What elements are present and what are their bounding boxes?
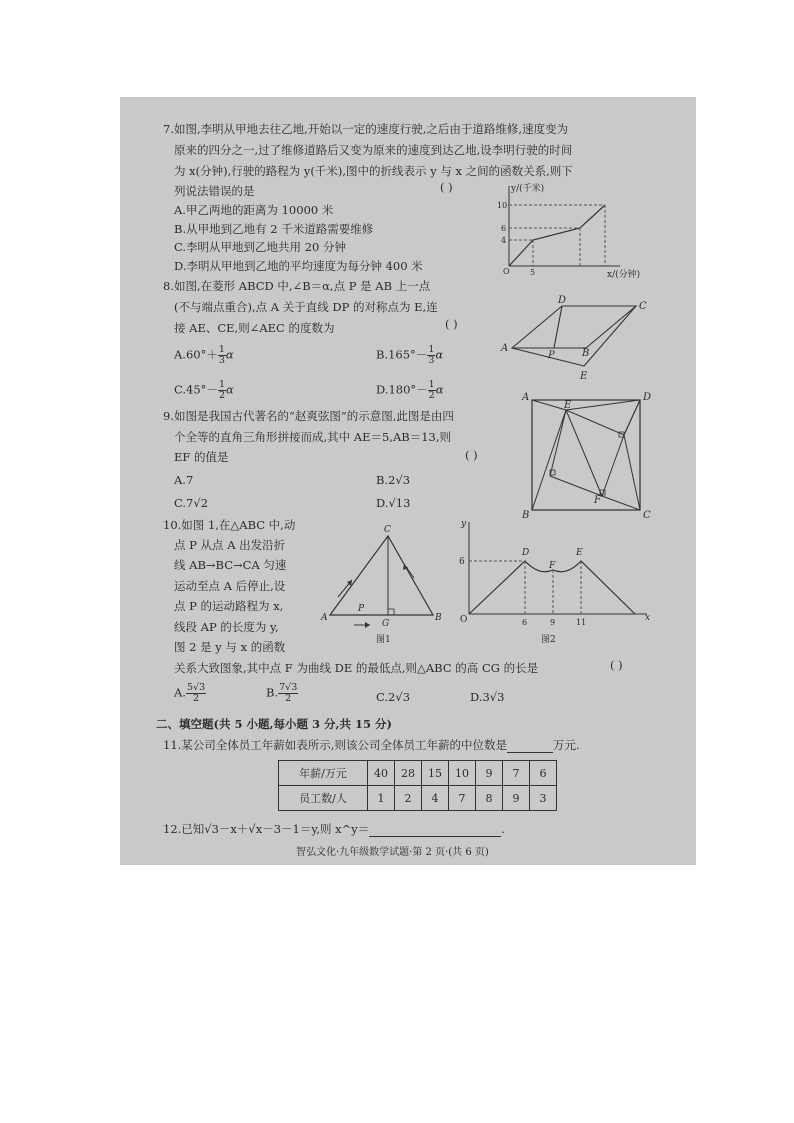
q7-option-b: B.从甲地到乙地有 2 千米道路需要维修	[174, 222, 374, 236]
table-row	[279, 786, 557, 811]
label-f: F	[549, 561, 556, 571]
q10-option-b: B. $\frac{7√3}{2}$	[266, 682, 298, 704]
figure-2-caption: 图2	[541, 635, 556, 645]
cell: 4	[422, 786, 449, 811]
line-f-up	[602, 435, 624, 496]
q7-answer-paren: ( )	[440, 180, 453, 194]
label-p: P	[358, 604, 365, 614]
line-f-c	[602, 496, 640, 510]
row1-header: 年薪/万元	[279, 761, 368, 786]
label-b: B	[582, 348, 590, 359]
tick-11-x: 11	[576, 618, 587, 627]
q12-answer-blank[interactable]	[369, 822, 501, 837]
q10-figure-2	[455, 514, 655, 647]
q9-option-b: B.2√3	[376, 473, 411, 487]
q8-rhombus-figure	[500, 293, 650, 388]
segment-ce	[584, 306, 636, 366]
hyp-ad-side	[566, 400, 640, 410]
label-e: E	[564, 400, 572, 411]
q10-line-5: 点 P 的运动路程为 x,	[174, 599, 284, 613]
q10-line-6: 线段 AP 的长度为 y,	[174, 620, 279, 634]
tick-9-x: 9	[550, 618, 556, 627]
cell: 6	[530, 761, 557, 786]
q8-line-1: 8.如图,在菱形 ABCD 中,∠B＝α,点 P 是 AB 上一点	[163, 279, 431, 293]
table-row	[279, 761, 557, 786]
q8-line-2: (不与端点重合),点 A 关于直线 DP 的对称点为 E,连	[174, 300, 438, 314]
label-e: E	[580, 371, 588, 382]
label-f: F	[594, 495, 601, 506]
tick-6: 6	[501, 224, 507, 233]
distance-polyline	[509, 205, 605, 266]
cell: 10	[449, 761, 476, 786]
q7-line-4: 列说法错误的是	[174, 184, 255, 198]
origin-label: O	[503, 267, 510, 276]
label-a: A	[321, 613, 328, 623]
cell: 7	[449, 786, 476, 811]
section-2-heading: 二、填空题(共 5 小题,每小题 3 分,共 15 分)	[156, 717, 392, 731]
q10-line-8: 关系大致图象,其中点 F 为曲线 DE 的最低点,则△ABC 的高 CG 的长是	[174, 661, 539, 675]
q11-text: 11.某公司全体员工年薪如表所示,则该公司全体员工年薪的中位数是 万元.	[163, 738, 580, 752]
q9-option-c: C.7√2	[174, 496, 209, 510]
q7-graph	[495, 180, 655, 280]
tick-6-y: 6	[459, 557, 465, 567]
y-label: y	[461, 519, 467, 529]
q9-line-1: 9.如图是我国古代著名的“赵爽弦图”的示意图,此图是由四	[163, 409, 454, 423]
q7-option-c: C.李明从甲地到乙地共用 20 分钟	[174, 240, 346, 254]
line-to-d	[624, 400, 640, 435]
cell: 8	[476, 786, 503, 811]
outer-square	[532, 400, 640, 510]
q11-answer-blank[interactable]	[507, 738, 553, 753]
q12-text: 12.已知√3－x＋√x－3－1＝y,则 x^y＝ .	[163, 822, 505, 836]
right-angle-mark	[388, 609, 394, 615]
label-d: D	[643, 392, 652, 403]
q9-zhaoshuang-figure	[520, 390, 655, 520]
label-c: C	[643, 510, 651, 520]
cell: 9	[503, 786, 530, 811]
q10-line-2: 点 P 从点 A 出发沿折	[174, 538, 286, 552]
q8-answer-paren: ( )	[445, 317, 458, 331]
label-c: C	[384, 525, 391, 535]
q9-answer-paren: ( )	[465, 448, 478, 462]
line-ae-ext	[550, 410, 566, 476]
cell: 15	[422, 761, 449, 786]
q10-line-4: 运动至点 A 后停止,设	[174, 579, 286, 593]
q10-answer-paren: ( )	[610, 658, 623, 672]
q9-option-d: D.√13	[376, 496, 411, 510]
q10-option-c: C.2√3	[376, 690, 411, 704]
q7-line-3: 为 x(分钟),行驶的路程为 y(千米),图中的折线表示 y 与 x 之间的函数关系,则下	[174, 164, 573, 178]
q8-option-c: C.45°－ $\frac{1}{2}$ α	[174, 379, 234, 401]
cell: 40	[368, 761, 395, 786]
cell: 3	[530, 786, 557, 811]
origin-label: O	[460, 615, 468, 625]
q8-option-b: B.165°－ $\frac{1}{3}$ α	[376, 344, 444, 366]
label-e: E	[576, 548, 583, 558]
label-a: A	[501, 343, 509, 354]
cell: 2	[395, 786, 422, 811]
arrowhead-ca	[365, 622, 370, 628]
cell: 7	[503, 761, 530, 786]
q7-option-a: A.甲乙两地的距离为 10000 米	[174, 203, 334, 217]
q9-line-3: EF 的值是	[174, 450, 229, 464]
q7-line-1: 7.如图,李明从甲地去往乙地,开始以一定的速度行驶,之后由于道路维修,速度变为	[163, 122, 569, 136]
right-hyp	[624, 435, 640, 510]
cell: 28	[395, 761, 422, 786]
label-g: G	[382, 619, 390, 629]
cell: 1	[368, 786, 395, 811]
q10-line-1: 10.如图 1,在△ABC 中,动	[163, 518, 296, 532]
label-b: B	[435, 613, 442, 623]
q8-option-d: D.180°－ $\frac{1}{2}$ α	[376, 379, 444, 401]
tick-10: 10	[497, 201, 508, 210]
tick-5: 5	[530, 268, 536, 277]
q8-option-a: A.60°＋ $\frac{1}{3}$ α	[174, 344, 234, 366]
label-c: C	[639, 301, 647, 312]
triangle-top	[532, 400, 640, 435]
q10-option-a: A. $\frac{5√3}{2}$	[174, 682, 206, 704]
label-a: A	[522, 392, 530, 403]
tick-6-x: 6	[522, 618, 528, 627]
q10-line-7: 图 2 是 y 与 x 的函数	[174, 640, 286, 654]
label-d: D	[522, 548, 530, 558]
q7-line-2: 原来的四分之一,过了维修道路后又变为原来的速度到达乙地,设李明行驶的时间	[174, 143, 573, 157]
y-axis-label: y/(千米)	[511, 184, 545, 194]
tick-4: 4	[501, 236, 507, 245]
q10-figure-1	[318, 522, 448, 647]
figure-1-caption: 图1	[376, 635, 391, 645]
label-b: B	[522, 510, 530, 520]
page-footer: 智弘文化·九年级数学试题·第 2 页·(共 6 页)	[296, 847, 489, 858]
q9-line-2: 个全等的直角三角形拼接而成,其中 AE＝5,AB＝13,则	[174, 430, 452, 444]
label-p: P	[548, 350, 555, 361]
label-d: D	[558, 295, 567, 306]
q10-line-3: 线 AB→BC→CA 匀速	[174, 558, 287, 572]
triangle-abc	[330, 536, 433, 615]
salary-table	[278, 760, 557, 811]
row2-header: 员工数/人	[279, 786, 368, 811]
q8-line-3: 接 AE、CE,则∠AEC 的度数为	[174, 321, 335, 335]
x-axis-label: x/(分钟)	[607, 270, 641, 280]
q9-option-a: A.7	[174, 473, 194, 487]
line-b-f	[550, 476, 602, 496]
q7-option-d: D.李明从甲地到乙地的平均速度为每分钟 400 米	[174, 259, 423, 273]
cell: 9	[476, 761, 503, 786]
q10-option-d: D.3√3	[470, 690, 505, 704]
x-label: x	[645, 613, 651, 623]
hyp-ab	[532, 410, 566, 510]
